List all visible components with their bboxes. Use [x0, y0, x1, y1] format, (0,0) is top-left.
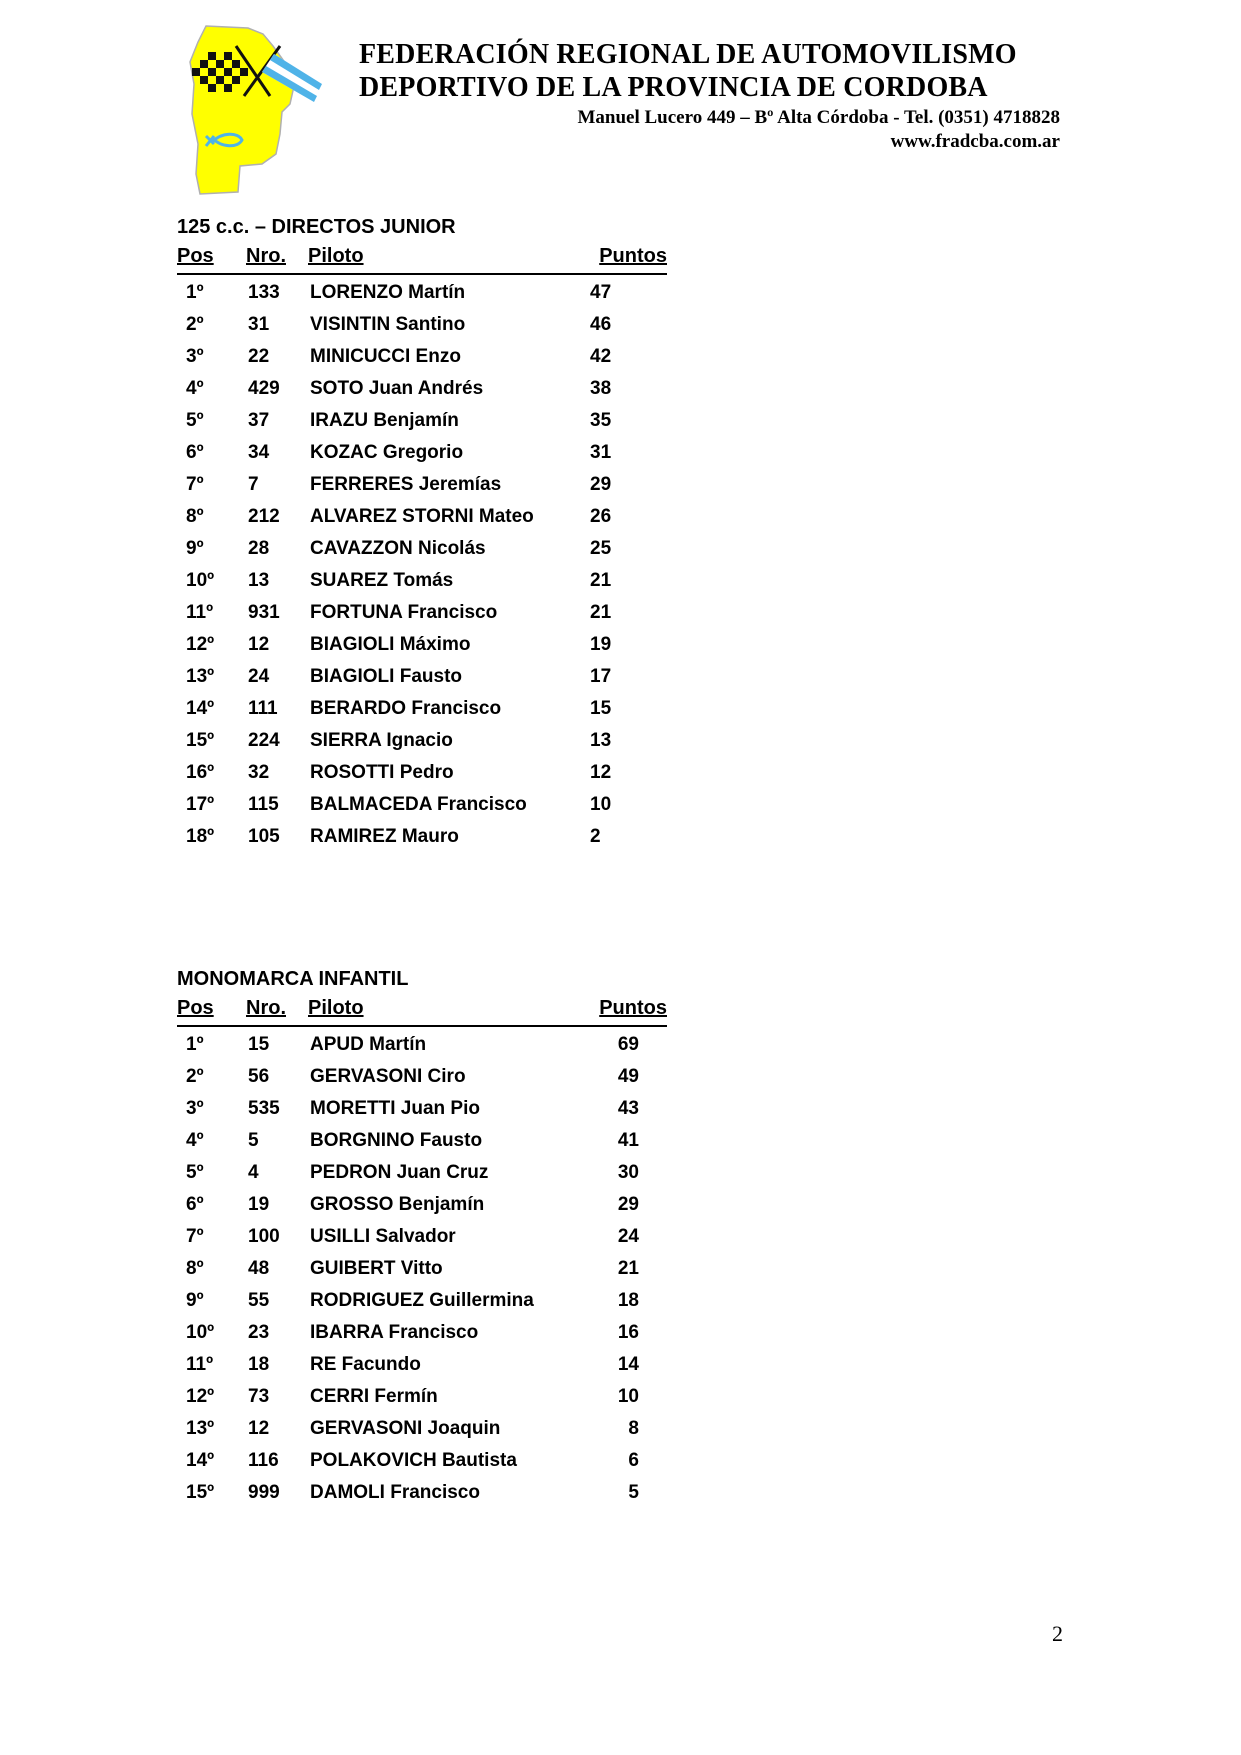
cell-pos: 10º	[186, 570, 215, 591]
cell-nro: 212	[248, 506, 280, 527]
cell-puntos: 29	[590, 474, 612, 495]
standings-section-monomarca-infantil	[177, 965, 667, 1507]
cell-puntos: 29	[617, 1194, 639, 1215]
cell-nro: 224	[248, 730, 280, 751]
cell-piloto: CAVAZZON Nicolás	[310, 538, 486, 559]
table-row	[177, 1347, 667, 1379]
cell-piloto: GERVASONI Joaquin	[310, 1418, 501, 1439]
table-row	[177, 1123, 667, 1155]
cell-nro: 34	[248, 442, 270, 463]
cell-puntos: 10	[590, 794, 612, 815]
cell-puntos: 19	[590, 634, 612, 655]
cell-puntos: 15	[590, 698, 612, 719]
cell-piloto: VISINTIN Santino	[310, 314, 466, 335]
table-row	[177, 819, 667, 851]
cell-nro: 18	[248, 1354, 270, 1375]
cell-puntos: 47	[590, 282, 612, 303]
cell-pos: 8º	[186, 1258, 204, 1279]
cell-puntos: 25	[590, 538, 612, 559]
cell-nro: 73	[248, 1386, 270, 1407]
column-header-puntos: Puntos	[599, 997, 667, 1019]
cell-puntos: 14	[617, 1354, 639, 1375]
section-title: 125 c.c. – DIRECTOS JUNIOR	[177, 216, 456, 238]
cell-piloto: DAMOLI Francisco	[310, 1482, 480, 1503]
cell-nro: 56	[248, 1066, 270, 1087]
cell-pos: 13º	[186, 666, 215, 687]
cell-piloto: ALVAREZ STORNI Mateo	[310, 506, 534, 527]
table-row	[177, 1443, 667, 1475]
cell-puntos: 2	[590, 826, 601, 847]
cell-piloto: USILLI Salvador	[310, 1226, 456, 1247]
cell-nro: 115	[248, 794, 279, 815]
table-row	[177, 435, 667, 467]
cell-piloto: CERRI Fermín	[310, 1386, 438, 1407]
cell-puntos: 17	[590, 666, 612, 687]
cell-pos: 17º	[186, 794, 215, 815]
cell-pos: 14º	[186, 698, 215, 719]
table-row	[177, 723, 667, 755]
column-header-piloto: Piloto	[308, 997, 364, 1019]
cell-piloto: GUIBERT Vitto	[310, 1258, 443, 1279]
table-header	[177, 241, 667, 275]
cell-puntos: 21	[590, 570, 612, 591]
cell-puntos: 5	[628, 1482, 639, 1503]
page-number: 2	[1052, 1621, 1063, 1646]
table-body	[177, 1027, 667, 1507]
cell-puntos: 41	[617, 1130, 639, 1151]
table-row	[177, 1475, 667, 1507]
cell-piloto: BORGNINO Fausto	[310, 1130, 483, 1151]
cell-puntos: 69	[617, 1034, 639, 1055]
cell-pos: 12º	[186, 634, 215, 655]
cell-piloto: IRAZU Benjamín	[310, 410, 459, 431]
table-row	[177, 1315, 667, 1347]
cell-puntos: 8	[628, 1418, 639, 1439]
cell-pos: 18º	[186, 826, 215, 847]
column-header-nro: Nro.	[246, 245, 286, 267]
cell-puntos: 12	[590, 762, 612, 783]
federation-logo-icon	[178, 24, 328, 196]
cell-pos: 11º	[186, 1354, 214, 1375]
table-row	[177, 371, 667, 403]
cell-piloto: SOTO Juan Andrés	[310, 378, 484, 399]
cell-nro: 55	[248, 1290, 270, 1311]
cell-pos: 15º	[186, 1482, 215, 1503]
table-row	[177, 627, 667, 659]
table-row	[177, 595, 667, 627]
table-row	[177, 1283, 667, 1315]
cell-puntos: 49	[617, 1066, 639, 1087]
cell-nro: 999	[248, 1482, 280, 1503]
cell-nro: 37	[248, 410, 270, 431]
cell-piloto: ROSOTTI Pedro	[310, 762, 454, 783]
table-header	[177, 993, 667, 1027]
cell-pos: 2º	[186, 314, 204, 335]
cell-piloto: APUD Martín	[310, 1034, 427, 1055]
cell-puntos: 24	[617, 1226, 639, 1247]
cell-pos: 1º	[186, 282, 204, 303]
cell-nro: 48	[248, 1258, 270, 1279]
cell-pos: 4º	[186, 378, 204, 399]
table-row	[177, 1091, 667, 1123]
cell-nro: 931	[248, 602, 280, 623]
cell-pos: 14º	[186, 1450, 215, 1471]
federation-address: Manuel Lucero 449 – Bº Alta Córdoba - Tel. (0351) 4718828	[577, 107, 1060, 128]
cell-pos: 7º	[186, 474, 204, 495]
table-row	[177, 499, 667, 531]
cell-puntos: 35	[590, 410, 612, 431]
cell-nro: 133	[248, 282, 280, 303]
cell-puntos: 16	[617, 1322, 639, 1343]
cell-pos: 9º	[186, 1290, 204, 1311]
cell-puntos: 31	[590, 442, 612, 463]
section-title: MONOMARCA INFANTIL	[177, 968, 409, 990]
cell-nro: 116	[248, 1450, 279, 1471]
table-row	[177, 1027, 667, 1059]
cell-piloto: LORENZO Martín	[310, 282, 466, 303]
cell-piloto: GROSSO Benjamín	[310, 1194, 485, 1215]
cell-piloto: POLAKOVICH Bautista	[310, 1450, 517, 1471]
federation-website: www.fradcba.com.ar	[890, 131, 1060, 152]
cell-nro: 12	[248, 634, 270, 655]
cell-pos: 8º	[186, 506, 204, 527]
cell-puntos: 30	[617, 1162, 639, 1183]
cell-nro: 22	[248, 346, 270, 367]
cell-piloto: RAMIREZ Mauro	[310, 826, 459, 847]
table-body	[177, 275, 667, 851]
cell-piloto: BIAGIOLI Fausto	[310, 666, 462, 687]
table-row	[177, 787, 667, 819]
cell-nro: 105	[248, 826, 280, 847]
cell-nro: 15	[248, 1034, 270, 1055]
cell-nro: 12	[248, 1418, 270, 1439]
cell-pos: 5º	[186, 1162, 204, 1183]
cell-nro: 28	[248, 538, 270, 559]
cell-puntos: 43	[617, 1098, 639, 1119]
cell-nro: 4	[248, 1162, 259, 1183]
table-row	[177, 531, 667, 563]
cell-nro: 111	[248, 698, 278, 719]
cell-puntos: 26	[590, 506, 612, 527]
table-row	[177, 339, 667, 371]
federation-name-line1: FEDERACIÓN REGIONAL DE AUTOMOVILISMO	[359, 39, 1017, 70]
cell-piloto: SUAREZ Tomás	[310, 570, 454, 591]
cell-puntos: 21	[590, 602, 612, 623]
table-row	[177, 1187, 667, 1219]
table-row	[177, 659, 667, 691]
table-row	[177, 307, 667, 339]
cell-nro: 19	[248, 1194, 270, 1215]
cell-piloto: RE Facundo	[310, 1354, 421, 1375]
province-map-shape	[190, 26, 294, 194]
table-row	[177, 755, 667, 787]
cell-puntos: 6	[628, 1450, 639, 1471]
cell-pos: 1º	[186, 1034, 204, 1055]
cell-piloto: BIAGIOLI Máximo	[310, 634, 471, 655]
table-row	[177, 691, 667, 723]
table-row	[177, 1155, 667, 1187]
cell-piloto: MORETTI Juan Pio	[310, 1098, 480, 1119]
cell-piloto: IBARRA Francisco	[310, 1322, 479, 1343]
cell-nro: 13	[248, 570, 270, 591]
column-header-pos: Pos	[177, 997, 214, 1019]
cell-nro: 429	[248, 378, 280, 399]
cell-pos: 11º	[186, 602, 214, 623]
cell-piloto: FORTUNA Francisco	[310, 602, 498, 623]
cell-puntos: 38	[590, 378, 612, 399]
cell-pos: 12º	[186, 1386, 215, 1407]
cell-nro: 535	[248, 1098, 280, 1119]
cell-pos: 3º	[186, 1098, 204, 1119]
table-row	[177, 563, 667, 595]
cell-piloto: BALMACEDA Francisco	[310, 794, 527, 815]
table-row	[177, 1379, 667, 1411]
table-row	[177, 403, 667, 435]
cell-puntos: 18	[617, 1290, 639, 1311]
cell-nro: 100	[248, 1226, 280, 1247]
cell-piloto: FERRERES Jeremías	[310, 474, 502, 495]
cell-nro: 5	[248, 1130, 259, 1151]
cell-nro: 31	[248, 314, 270, 335]
cell-nro: 23	[248, 1322, 270, 1343]
cell-puntos: 21	[617, 1258, 639, 1279]
cell-pos: 6º	[186, 1194, 204, 1215]
cell-pos: 2º	[186, 1066, 204, 1087]
cell-piloto: GERVASONI Ciro	[310, 1066, 466, 1087]
cell-pos: 15º	[186, 730, 215, 751]
column-header-pos: Pos	[177, 245, 214, 267]
column-header-puntos: Puntos	[599, 245, 667, 267]
cell-piloto: PEDRON Juan Cruz	[310, 1162, 489, 1183]
table-row	[177, 467, 667, 499]
cell-pos: 9º	[186, 538, 204, 559]
cell-puntos: 13	[590, 730, 612, 751]
cell-pos: 4º	[186, 1130, 204, 1151]
table-row	[177, 1219, 667, 1251]
cell-pos: 3º	[186, 346, 204, 367]
cell-puntos: 10	[617, 1386, 639, 1407]
federation-name-line2: DEPORTIVO DE LA PROVINCIA DE CORDOBA	[359, 72, 988, 103]
table-row	[177, 1059, 667, 1091]
cell-pos: 7º	[186, 1226, 204, 1247]
cell-piloto: SIERRA Ignacio	[310, 730, 453, 751]
cell-pos: 13º	[186, 1418, 215, 1439]
column-header-piloto: Piloto	[308, 245, 364, 267]
cell-puntos: 46	[590, 314, 612, 335]
cell-pos: 5º	[186, 410, 204, 431]
cell-piloto: KOZAC Gregorio	[310, 442, 464, 463]
cell-piloto: MINICUCCI Enzo	[310, 346, 461, 367]
table-row	[177, 1251, 667, 1283]
cell-pos: 10º	[186, 1322, 215, 1343]
cell-nro: 32	[248, 762, 270, 783]
cell-piloto: BERARDO Francisco	[310, 698, 502, 719]
standings-section-directos-junior	[177, 213, 667, 851]
table-row	[177, 275, 667, 307]
cell-puntos: 42	[590, 346, 612, 367]
column-header-nro: Nro.	[246, 997, 286, 1019]
cell-piloto: RODRIGUEZ Guillermina	[310, 1290, 534, 1311]
cell-nro: 7	[248, 474, 259, 495]
table-row	[177, 1411, 667, 1443]
cell-pos: 6º	[186, 442, 204, 463]
cell-pos: 16º	[186, 762, 215, 783]
cell-nro: 24	[248, 666, 270, 687]
